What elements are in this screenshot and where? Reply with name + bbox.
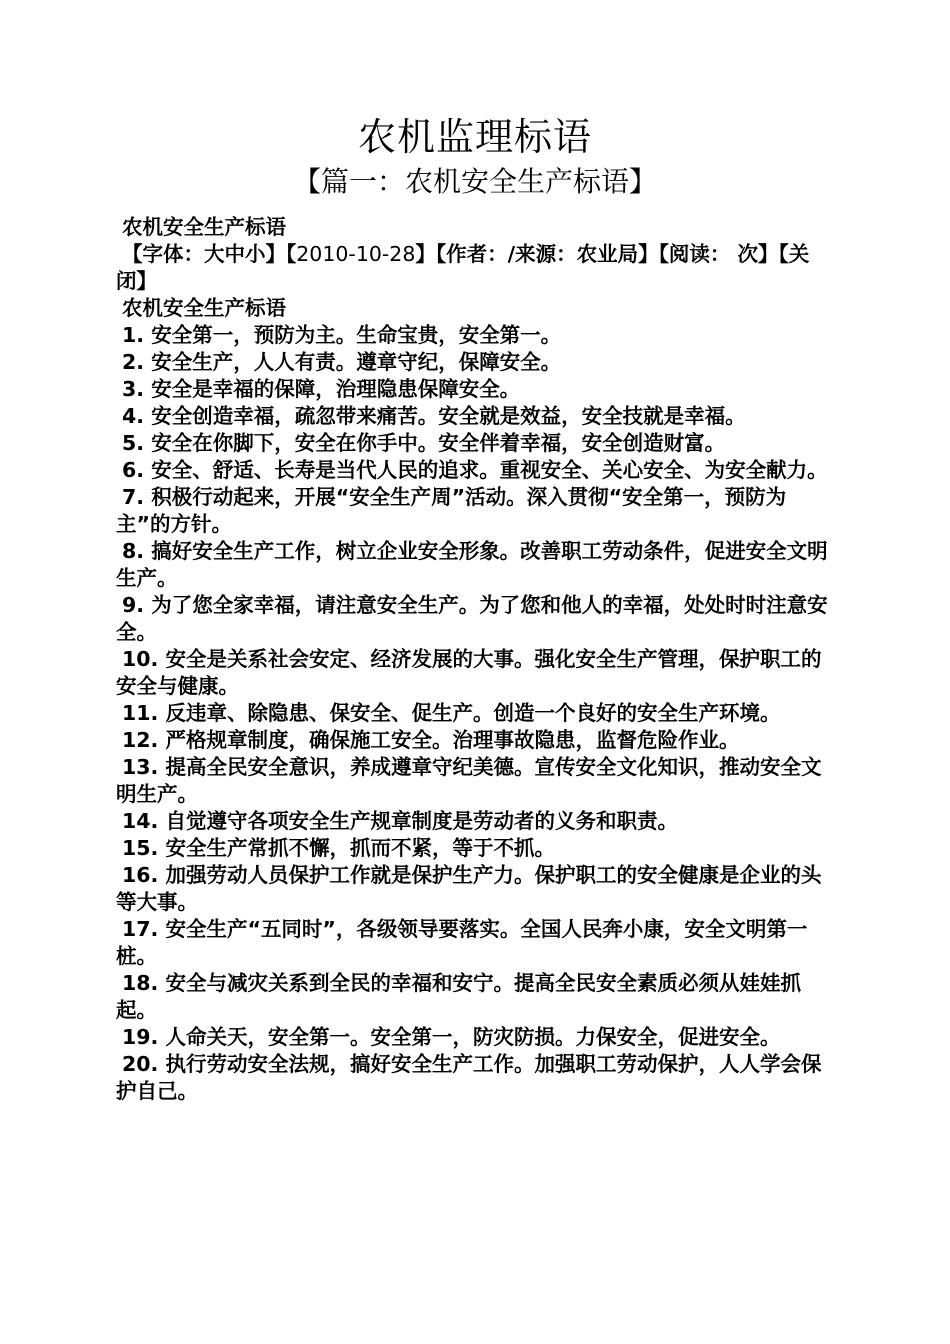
slogan-item: 14. 自觉遵守各项安全生产规章制度是劳动者的义务和职责。 xyxy=(122,809,678,833)
meta-rest: 】【作者：/来源：农业局】【阅读： 次】【关闭】 xyxy=(116,242,810,293)
document-body xyxy=(116,214,834,1105)
slogan-item: 8. 搞好安全生产工作，树立企业安全形象。改善职工劳动条件，促进安全文明生产。 xyxy=(116,539,828,590)
slogan-item: 13. 提高全民安全意识，养成遵章守纪美德。宣传安全文化知识，推动安全文明生产。 xyxy=(116,755,822,806)
slogan-item: 20. 执行劳动安全法规，搞好安全生产工作。加强职工劳动保护，人人学会保护自己。 xyxy=(116,1052,822,1103)
meta-font-label: 【字体：大中小】【 xyxy=(122,242,297,266)
slogan-item: 11. 反违章、除隐患、保安全、促生产。创造一个良好的安全生产环境。 xyxy=(122,701,781,725)
document-title: 农机监理标语 xyxy=(357,115,592,159)
slogan-item: 4. 安全创造幸福，疏忽带来痛苦。安全就是效益，安全技就是幸福。 xyxy=(122,404,746,428)
slogan-item: 1. 安全第一，预防为主。生命宝贵，安全第一。 xyxy=(122,323,562,347)
meta-date: 2010-10-28 xyxy=(296,242,416,266)
slogan-item: 10. 安全是关系社会安定、经济发展的大事。强化安全生产管理，保护职工的安全与健康。 xyxy=(116,647,822,698)
slogan-item: 12. 严格规章制度，确保施工安全。治理事故隐患，监督危险作业。 xyxy=(122,728,740,752)
slogan-item: 5. 安全在你脚下，安全在你手中。安全伴着幸福，安全创造财富。 xyxy=(122,431,726,455)
slogan-item: 19. 人命关天，安全第一。安全第一，防灾防损。力保安全，促进安全。 xyxy=(122,1025,781,1049)
article-meta xyxy=(116,241,834,295)
slogan-item: 6. 安全、舒适、长寿是当代人民的追求。重视安全、关心安全、为安全献力。 xyxy=(122,458,828,482)
slogan-item: 3. 安全是幸福的保障，治理隐患保障安全。 xyxy=(122,377,521,401)
slogan-item: 9. 为了您全家幸福，请注意安全生产。为了您和他人的幸福，处处时时注意安全。 xyxy=(116,593,828,644)
section-subheading: 农机安全生产标语 xyxy=(122,296,286,320)
slogan-item: 18. 安全与减灾关系到全民的幸福和安宁。提高全民安全素质必须从娃娃抓起。 xyxy=(116,971,801,1022)
slogan-item: 7. 积极行动起来，开展“安全生产周”活动。深入贯彻“安全第一，预防为主”的方针。 xyxy=(116,485,787,536)
slogan-item: 15. 安全生产常抓不懈，抓而不紧，等于不抓。 xyxy=(122,836,555,860)
slogan-item: 17. 安全生产“五同时”，各级领导要落实。全国人民奔小康，安全文明第一桩。 xyxy=(116,917,808,968)
slogan-item: 2. 安全生产，人人有责。遵章守纪，保障安全。 xyxy=(122,350,562,374)
section-heading: 农机安全生产标语 xyxy=(122,215,286,239)
document-subtitle: 【篇一：农机安全生产标语】 xyxy=(292,165,657,198)
slogan-item: 16. 加强劳动人员保护工作就是保护生产力。保护职工的安全健康是企业的头等大事。 xyxy=(116,863,822,914)
